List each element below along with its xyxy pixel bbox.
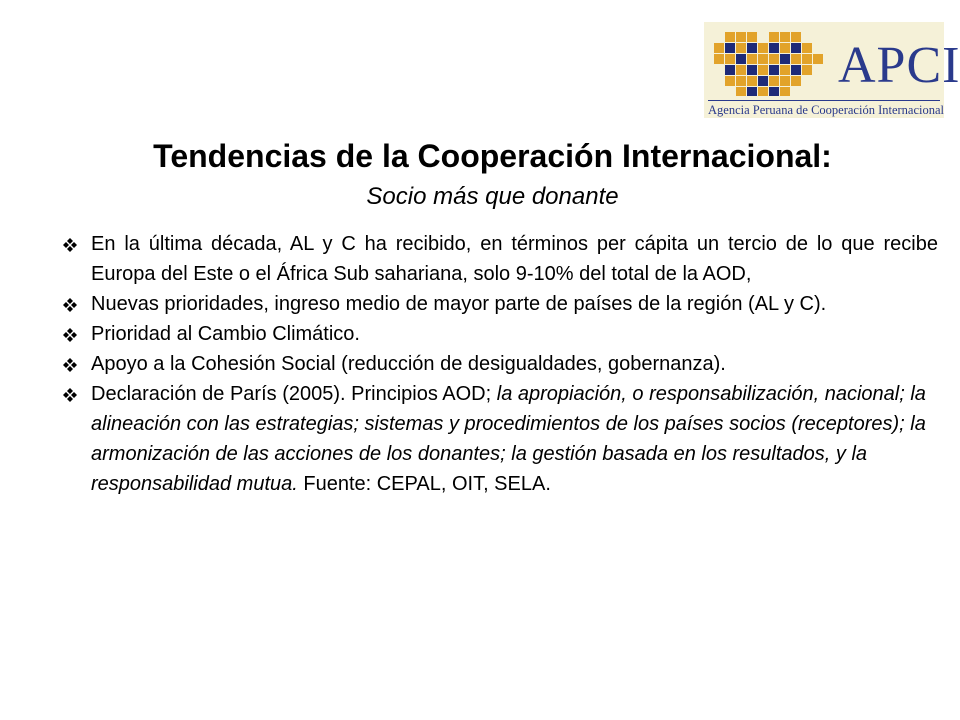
four-diamond-icon	[63, 388, 77, 402]
bullet-text: En la última década, AL y C ha recibido, en términos per cápita un tercio de lo que recibe Europa del Este o el África Sub sahariana, solo 9-10% del total de la AOD,	[91, 233, 938, 285]
four-diamond-icon	[63, 238, 77, 252]
bullet-item	[60, 319, 938, 349]
bullet-source-text: Fuente: CEPAL, OIT, SELA.	[303, 473, 551, 495]
slide-title: Tendencias de la Cooperación Internacional:	[153, 138, 832, 174]
bullet-text: Nuevas prioridades, ingreso medio de mayor parte de países de la región (AL y C).	[91, 293, 827, 315]
bullet-list	[60, 229, 938, 499]
logo-subtitle: Agencia Peruana de Cooperación Internacional	[708, 103, 945, 117]
four-diamond-icon	[63, 298, 77, 312]
apci-logo	[704, 22, 960, 118]
bullet-item	[60, 229, 938, 289]
bullet-item	[60, 349, 938, 379]
bullet-item	[60, 289, 938, 319]
bullet-item	[60, 379, 938, 499]
four-diamond-icon	[63, 358, 77, 372]
slide-subtitle: Socio más que donante	[366, 183, 619, 210]
logo-divider	[708, 100, 940, 101]
bullet-text: Prioridad al Cambio Climático.	[91, 323, 360, 345]
mosaic-logo-icon	[710, 30, 830, 96]
logo-brand: APCI	[838, 37, 960, 94]
bullet-lead-text: Declaración de París (2005). Principios AOD;	[91, 383, 492, 405]
bullet-italic-text: la apropiación, o responsabilización, nacional; la alineación con las estrategias; sistemas y procedimientos de los países socios (receptores); la armonización de las acciones de los donantes; la gestión basada en los resultados, y la responsabilidad mutua.	[91, 383, 926, 495]
four-diamond-icon	[63, 328, 77, 342]
bullet-text: Apoyo a la Cohesión Social (reducción de desigualdades, gobernanza).	[91, 353, 726, 375]
